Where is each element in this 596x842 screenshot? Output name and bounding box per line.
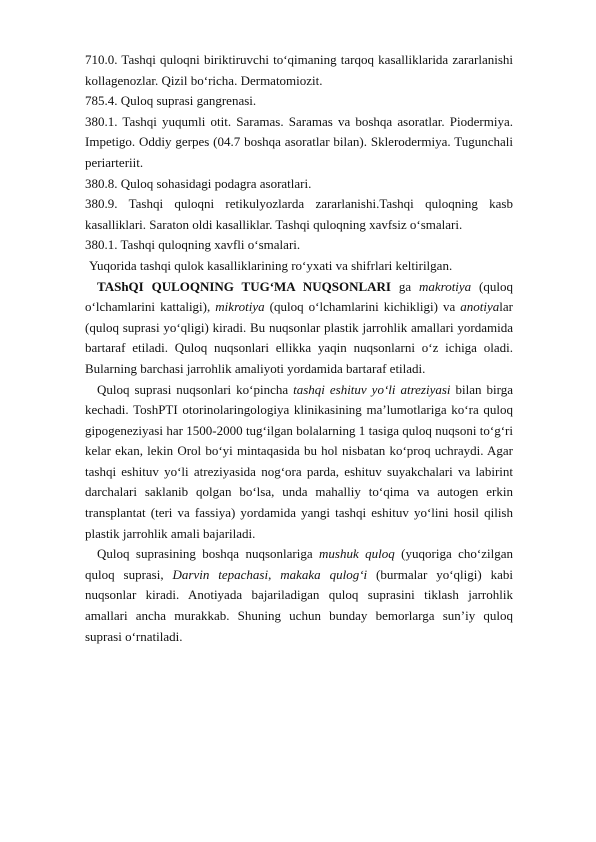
term-makaka-qulogi: makaka qulog‘i [280, 566, 368, 582]
section-heading: TAShQI QULOQNING TUG‘MA NUQSONLARI [97, 278, 391, 294]
code-line-380-8: 380.8. Quloq sohasidagi podagra asoratlari. [85, 175, 312, 191]
text-run: (burmalar yo‘qligi) kabi nuqsonlar kiradi. Anotiyada bajariladigan quloq suprasini tiklash jarrohlik amallari ancha murakkab. Shuning uchun bunday bemorlarga sun’iy quloq suprasi o‘rnatiladi. [85, 566, 513, 644]
document-page [85, 50, 513, 647]
text-run: Quloq suprasining boshqa nuqsonlariga [97, 546, 320, 562]
text-run: (quloq o‘lchamlarini kichikligi) va [264, 299, 461, 315]
code-line-380-1-tumors: 380.1. Tashqi quloqning xavfli o‘smalari. [85, 237, 301, 253]
text-run: (yuqoriga cho‘zilgan quloq suprasi, [85, 546, 513, 582]
text-run: bilan birga kechadi. ToshPTI otorinolaringologiya klinikasining ma’lumotlariga ko‘ra quloq gipogeneziyasi har 1500-2000 tug‘ilgan bolalarning 1 tasiga quloq nuqsoni to‘g‘ri kelar ekan, lekin Orol bo‘yi mintaqasida bu hol nisbatan ko‘proq uchraydi. Agar tashqi eshituv yo‘li atreziyasida nog‘ora parda, eshituv suyakchalari va labirint darchalari saklanib qolgan bo‘lsa, unda mahalliy to‘qima va autogen erkin transplantat (teri va fassiya) yordamida yangi tashqi eshituv yo‘lini hosil qilish plastik jarrohlik amali bajariladi. [85, 381, 513, 541]
term-makrotiya: makrotiya [418, 278, 472, 294]
paragraph-atresia [85, 380, 513, 545]
text-run: (quloq o‘lchamlarini kattaligi), [85, 278, 513, 315]
code-line-380-1-otit: 380.1. Tashqi yuqumli otit. Saramas. Saramas va boshqa asoratlar. Piodermiya. Impetigo. Oddiy gerpes (04.7 boshqa asoratlar bilan). Sklerodermiya. Tugunchali periarteriit. [85, 113, 513, 170]
term-atresia: tashqi eshituv yo‘li atreziyasi [293, 381, 451, 397]
text-run: Quloq suprasi nuqsonlari ko‘pincha [97, 381, 294, 397]
text-run: , [268, 566, 281, 582]
term-anotiya: anotiya [460, 299, 500, 315]
text-run: lar (quloq suprasi yo‘qligi) kiradi. Bu nuqsonlar plastik jarrohlik amallari yordamida bartaraf etiladi. Quloq nuqsonlari ellikka yaqin nuqsonlarni o‘z ichiga oladi. Bularning barchasi jarrohlik amaliyoti yordamida bartaraf etiladi. [85, 299, 513, 376]
paragraph-congenital-defects [85, 277, 513, 380]
list-summary: Yuqorida tashqi qulok kasalliklarining ro‘yxati va shifrlari keltirilgan. [89, 257, 453, 273]
text-run: ga [390, 278, 419, 294]
term-darvin-tepachasi: Darvin tepachasi [172, 566, 269, 582]
paragraph-other-defects [85, 544, 513, 647]
code-line-710: 710.0. Tashqi quloqni biriktiruvchi to‘qimaning tarqoq kasalliklarida zararlanishi kollagenozlar. Qizil bo‘richa. Dermatomiozit. [85, 52, 513, 88]
code-line-785: 785.4. Quloq suprasi gangrenasi. [85, 93, 257, 109]
term-mikrotiya: mikrotiya [215, 299, 265, 315]
code-line-380-9: 380.9. Tashqi quloqni retikulyozlarda zararlanishi.Tashqi quloqning kasb kasalliklari. Saraton oldi kasalliklar. Tashqi quloqning xavfsiz o‘smalari. [85, 196, 513, 232]
term-mushuk-quloq: mushuk quloq [319, 546, 395, 562]
